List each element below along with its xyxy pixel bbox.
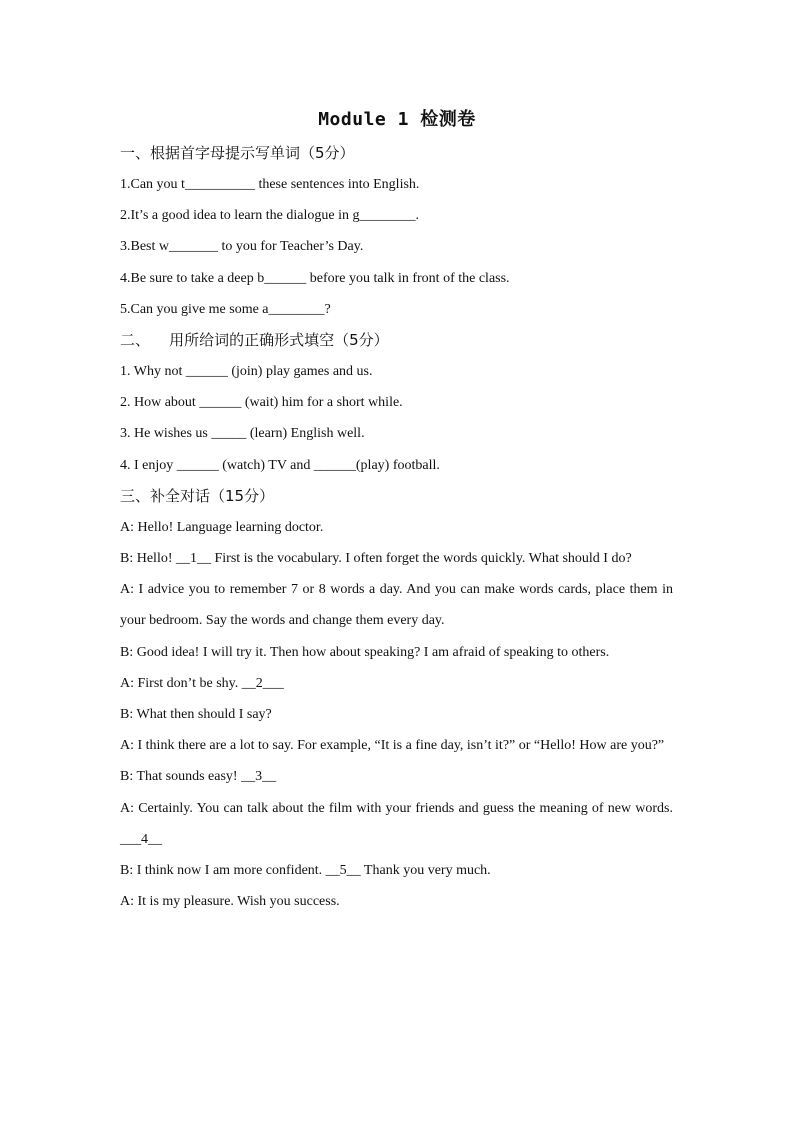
question-1-5: 5.Can you give me some a________?	[120, 301, 331, 317]
question-2-1: 1. Why not ______ (join) play games and us.	[120, 364, 373, 380]
section-1-heading: 一、根据首字母提示写单词（5分）	[120, 144, 355, 162]
exam-content	[120, 138, 673, 917]
question-1-1: 1.Can you t__________ these sentences into English.	[120, 177, 420, 192]
question-2-4: 4. I enjoy ______ (watch) TV and ______(play) football.	[120, 457, 440, 473]
question-1-4: 4.Be sure to take a deep b______ before you talk in front of the class.	[120, 270, 510, 286]
dialogue-line-10: B: I think now I am more confident. __5__ Thank you very much.	[120, 863, 491, 879]
page-title: Module 1 检测卷	[318, 109, 476, 130]
dialogue-line-3: A: I advice you to remember 7 or 8 words a day. And you can make words cards, place them in your bedroom. Say the words and change them every day.	[120, 582, 673, 629]
question-1-2: 2.It’s a good idea to learn the dialogue in g________.	[120, 208, 419, 224]
dialogue-line-11: A: It is my pleasure. Wish you success.	[120, 894, 340, 910]
question-2-3: 3. He wishes us _____ (learn) English well.	[120, 426, 365, 442]
section-2-heading: 二、 用所给词的正确形式填空（5分）	[120, 331, 389, 350]
dialogue-line-1: A: Hello! Language learning doctor.	[120, 519, 324, 535]
dialogue-line-5: A: First don’t be shy. __2___	[120, 675, 284, 691]
dialogue-line-6: B: What then should I say?	[120, 707, 272, 723]
question-2-2: 2. How about ______ (wait) him for a short while.	[120, 395, 403, 411]
dialogue-line-9: A: Certainly. You can talk about the film with your friends and guess the meaning of new words. ___4__	[120, 800, 673, 847]
dialogue-line-8: B: That sounds easy! __3__	[120, 769, 277, 785]
dialogue-line-2: B: Hello! __1__ First is the vocabulary. I often forget the words quickly. What should I do?	[120, 551, 632, 567]
dialogue-line-4: B: Good idea! I will try it. Then how about speaking? I am afraid of speaking to others.	[120, 644, 610, 660]
dialogue-line-7: A: I think there are a lot to say. For example, “It is a fine day, isn’t it?” or “Hello! How are you?”	[120, 738, 665, 754]
section-3-heading: 三、补全对话（15分）	[120, 486, 275, 505]
question-1-3: 3.Best w_______ to you for Teacher’s Day.	[120, 239, 364, 255]
